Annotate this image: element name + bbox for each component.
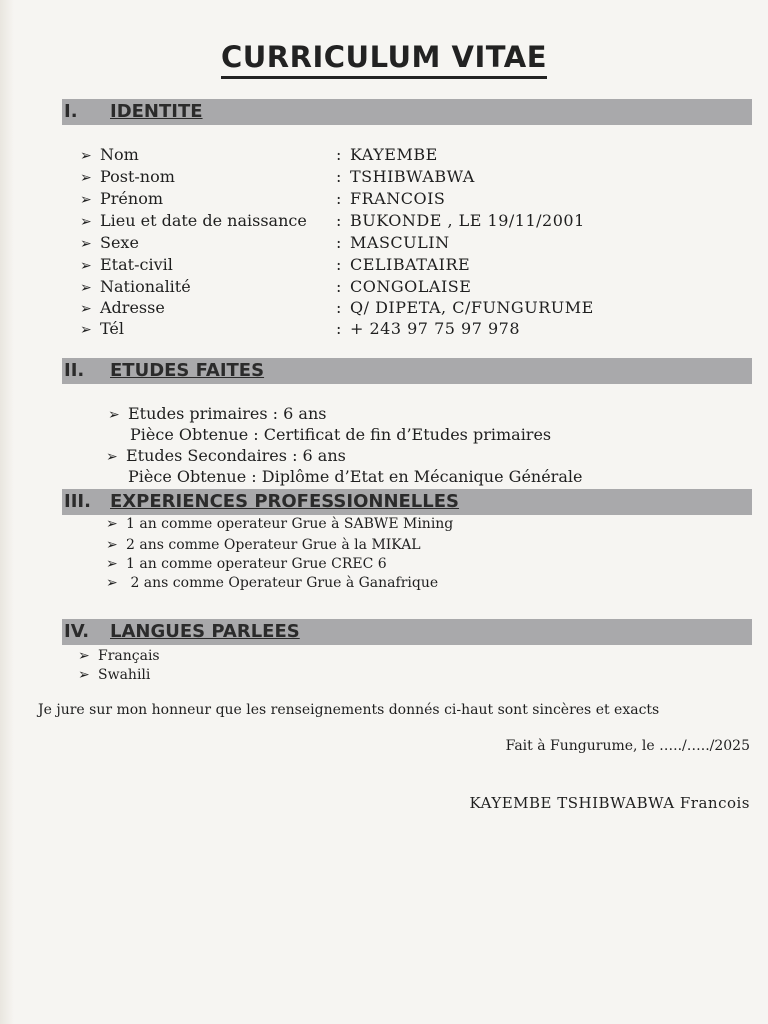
identity-label: Tél bbox=[100, 319, 125, 338]
identity-value: Q/ DIPETA, C/FUNGURUME bbox=[350, 298, 594, 317]
identity-label: Prénom bbox=[100, 189, 163, 208]
identity-row bbox=[80, 210, 640, 232]
section-etudes-header bbox=[62, 358, 752, 384]
document-title bbox=[0, 40, 768, 74]
experience-text: 2 ans comme Operateur Grue à la MIKAL bbox=[126, 537, 421, 553]
identity-label: Nationalité bbox=[100, 277, 191, 296]
identity-value: TSHIBWABWA bbox=[350, 167, 475, 186]
identity-row bbox=[80, 166, 640, 188]
study-item bbox=[106, 445, 346, 468]
section-number: IV. bbox=[64, 621, 90, 642]
identity-separator: : bbox=[336, 211, 342, 230]
bullet-arrow-icon: ➢ bbox=[80, 148, 92, 164]
place-date: Fait à Fungurume, le …../…../2025 bbox=[505, 738, 750, 754]
identity-label: Post-nom bbox=[100, 167, 175, 186]
identity-value: CONGOLAISE bbox=[350, 277, 472, 296]
bullet-arrow-icon: ➢ bbox=[106, 575, 118, 591]
bullet-arrow-icon: ➢ bbox=[80, 192, 92, 208]
identity-row bbox=[80, 188, 640, 210]
experience-item bbox=[106, 554, 387, 574]
identity-label: Nom bbox=[100, 145, 139, 164]
identity-separator: : bbox=[336, 298, 342, 317]
bullet-arrow-icon: ➢ bbox=[106, 516, 118, 532]
identity-label: Etat-civil bbox=[100, 255, 173, 274]
identity-label: Lieu et date de naissance bbox=[100, 211, 307, 230]
signature-name: KAYEMBE TSHIBWABWA Francois bbox=[469, 794, 750, 812]
experience-text: 1 an comme operateur Grue CREC 6 bbox=[126, 556, 387, 572]
bullet-arrow-icon: ➢ bbox=[80, 322, 92, 338]
section-title: ETUDES FAITES bbox=[110, 360, 265, 381]
language-item bbox=[78, 665, 150, 685]
experience-item bbox=[106, 573, 438, 593]
bullet-arrow-icon: ➢ bbox=[78, 648, 90, 664]
experience-item bbox=[106, 514, 453, 534]
bullet-arrow-icon: ➢ bbox=[78, 667, 90, 683]
language-name: Swahili bbox=[98, 667, 151, 683]
section-experiences-header bbox=[62, 489, 752, 515]
oath-statement: Je jure sur mon honneur que les renseignements donnés ci-haut sont sincères et exacts bbox=[38, 702, 660, 718]
section-identite-header bbox=[62, 99, 752, 125]
experience-item bbox=[106, 535, 421, 555]
bullet-arrow-icon: ➢ bbox=[106, 537, 118, 553]
identity-separator: : bbox=[336, 277, 342, 296]
identity-row bbox=[80, 318, 640, 340]
section-langues-header bbox=[62, 619, 752, 645]
bullet-arrow-icon: ➢ bbox=[80, 236, 92, 252]
identity-label: Sexe bbox=[100, 233, 139, 252]
bullet-arrow-icon: ➢ bbox=[80, 301, 92, 317]
identity-value: MASCULIN bbox=[350, 233, 450, 252]
bullet-arrow-icon: ➢ bbox=[106, 556, 118, 572]
identity-value: CELIBATAIRE bbox=[350, 255, 471, 274]
identity-value: KAYEMBE bbox=[350, 145, 438, 164]
identity-separator: : bbox=[336, 189, 342, 208]
section-title: LANGUES PARLEES bbox=[110, 621, 300, 642]
scan-shadow bbox=[0, 0, 14, 1024]
section-number: III. bbox=[64, 491, 91, 512]
study-diploma: Pièce Obtenue : Diplôme d’Etat en Mécanique Générale bbox=[128, 467, 583, 486]
identity-value: + 243 97 75 97 978 bbox=[350, 319, 520, 338]
study-level: Etudes Secondaires : 6 ans bbox=[126, 446, 346, 465]
experience-text: 1 an comme operateur Grue à SABWE Mining bbox=[126, 516, 454, 532]
identity-separator: : bbox=[336, 167, 342, 186]
bullet-arrow-icon: ➢ bbox=[80, 214, 92, 230]
section-number: I. bbox=[64, 101, 78, 122]
identity-row bbox=[80, 144, 640, 166]
identity-separator: : bbox=[336, 319, 342, 338]
bullet-arrow-icon: ➢ bbox=[80, 258, 92, 274]
identity-row bbox=[80, 232, 640, 254]
section-title: EXPERIENCES PROFESSIONNELLES bbox=[110, 491, 460, 512]
bullet-arrow-icon: ➢ bbox=[80, 280, 92, 296]
bullet-arrow-icon: ➢ bbox=[80, 170, 92, 186]
identity-row bbox=[80, 276, 640, 298]
identity-row bbox=[80, 254, 640, 276]
identity-label: Adresse bbox=[100, 298, 165, 317]
identity-separator: : bbox=[336, 255, 342, 274]
study-level: Etudes primaires : 6 ans bbox=[128, 404, 327, 423]
language-item bbox=[78, 646, 160, 666]
study-diploma: Pièce Obtenue : Certificat de fin d’Etudes primaires bbox=[130, 425, 552, 444]
identity-value: FRANCOIS bbox=[350, 189, 446, 208]
section-title: IDENTITE bbox=[110, 101, 203, 122]
identity-value: BUKONDE , LE 19/11/2001 bbox=[350, 211, 585, 230]
bullet-arrow-icon: ➢ bbox=[108, 407, 120, 423]
section-number: II. bbox=[64, 360, 85, 381]
document-title-text: CURRICULUM VITAE bbox=[221, 40, 547, 79]
study-item bbox=[108, 403, 326, 426]
identity-row bbox=[80, 297, 640, 319]
bullet-arrow-icon: ➢ bbox=[106, 449, 118, 465]
identity-separator: : bbox=[336, 233, 342, 252]
language-name: Français bbox=[98, 648, 160, 664]
identity-separator: : bbox=[336, 145, 342, 164]
experience-text: 2 ans comme Operateur Grue à Ganafrique bbox=[126, 575, 439, 591]
